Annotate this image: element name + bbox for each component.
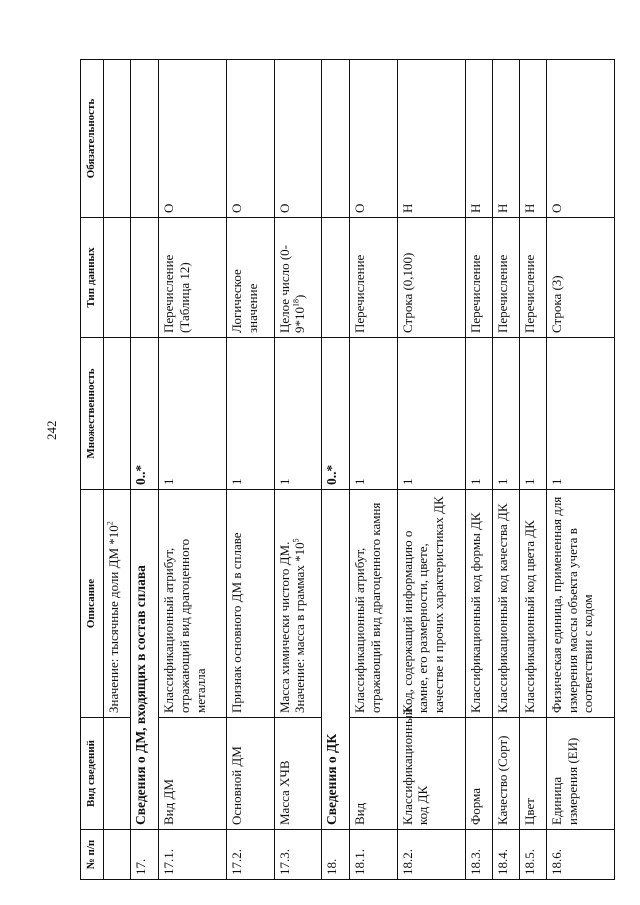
table-row <box>546 60 614 880</box>
description-text: Классификационный атрибут, отражающий вид драгоценного камня <box>351 502 383 713</box>
row-kind: Единица измерения (ЕИ) <box>546 718 614 830</box>
row-description <box>492 490 519 718</box>
row-multiplicity: 0..* <box>131 338 159 490</box>
row-data-type <box>349 218 397 338</box>
table-row <box>397 60 465 880</box>
row-data-type <box>519 218 546 338</box>
description-text: Классификационный атрибут, отражающий вид драгоценного металла <box>160 538 208 713</box>
row-number: 17.2. <box>226 830 274 880</box>
row-required: О <box>274 60 322 218</box>
section-title: Сведения о ДК <box>322 490 350 830</box>
row-data-type <box>274 218 322 338</box>
row-kind: Классификационный код ДК <box>397 718 465 830</box>
row-multiplicity <box>104 338 131 490</box>
row-number: 18.4. <box>492 830 519 880</box>
col-header-multiplicity: Множественность <box>81 338 104 490</box>
row-description <box>274 490 322 718</box>
description-text: Классификационный код цвета ДК <box>521 520 537 713</box>
data-type-text: Строка (3) <box>548 275 564 333</box>
row-number: 17.1. <box>158 830 226 880</box>
row-number: 18. <box>322 830 350 880</box>
row-data-type <box>104 218 131 338</box>
row-required <box>104 60 131 218</box>
row-multiplicity: 1 <box>274 338 322 490</box>
row-kind: Вид <box>349 718 397 830</box>
row-multiplicity: 1 <box>519 338 546 490</box>
data-type-text: Перечисление <box>521 254 537 333</box>
row-number: 18.1. <box>349 830 397 880</box>
section-row <box>131 60 159 880</box>
row-kind: Качество (Сорт) <box>492 718 519 830</box>
table-row <box>519 60 546 880</box>
row-kind: Основной ДМ <box>226 718 274 830</box>
row-multiplicity: 0..* <box>322 338 350 490</box>
row-multiplicity: 1 <box>546 338 614 490</box>
row-kind: Цвет <box>519 718 546 830</box>
row-data-type <box>158 218 226 338</box>
row-number: 17. <box>131 830 159 880</box>
data-type-text: Строка (0,100) <box>399 252 415 333</box>
row-required: Н <box>492 60 519 218</box>
row-data-type <box>226 218 274 338</box>
data-type-tail: ) <box>292 294 308 299</box>
description-text: Значение: тысячные доли ДМ *10 <box>106 525 121 713</box>
table-header-row <box>81 60 104 880</box>
row-number: 18.5. <box>519 830 546 880</box>
table-row <box>492 60 519 880</box>
row-data-type <box>492 218 519 338</box>
row-required: О <box>158 60 226 218</box>
row-multiplicity: 1 <box>349 338 397 490</box>
description-text: Масса химически чистого ДМ. Значение: масса в граммах *10 <box>276 541 308 713</box>
row-description <box>465 490 492 718</box>
row-required <box>322 60 350 218</box>
row-description <box>104 490 131 718</box>
section-row <box>322 60 350 880</box>
table-row <box>158 60 226 880</box>
row-description <box>158 490 226 718</box>
row-description <box>519 490 546 718</box>
table-body <box>104 60 615 880</box>
description-text: Физическая единица, примененная для измерения массы объекта учета в соответствии с кодом <box>548 496 596 713</box>
data-type-text: Перечисление <box>494 254 510 333</box>
row-required: О <box>226 60 274 218</box>
data-type-text: Перечисление <box>351 254 367 333</box>
col-header-data-type: Тип данных <box>81 218 104 338</box>
row-multiplicity: 1 <box>465 338 492 490</box>
col-header-required: Обязательность <box>81 60 104 218</box>
description-superscript: 2 <box>105 521 115 526</box>
data-type-text: Перечисление <box>467 254 483 333</box>
row-data-type <box>322 218 350 338</box>
data-type-text: Логическое значение <box>228 269 260 333</box>
description-text: Код, содержащий информацию о камне, его размерности, цвете, качестве и прочих характеристиках ДК <box>399 496 447 713</box>
row-data-type <box>465 218 492 338</box>
data-table <box>80 59 615 880</box>
row-required: О <box>349 60 397 218</box>
row-required: Н <box>397 60 465 218</box>
description-text: Классификационный код формы ДК <box>467 512 483 713</box>
row-description <box>397 490 465 718</box>
col-header-kind: Вид сведений <box>81 718 104 830</box>
col-header-description: Описание <box>81 490 104 718</box>
row-number <box>104 830 131 880</box>
row-kind: Форма <box>465 718 492 830</box>
row-required: Н <box>465 60 492 218</box>
row-kind: Вид ДМ <box>158 718 226 830</box>
row-required: О <box>546 60 614 218</box>
row-multiplicity: 1 <box>492 338 519 490</box>
row-description <box>546 490 614 718</box>
row-number: 18.6. <box>546 830 614 880</box>
description-text: Признак основного ДМ в сплаве <box>228 532 244 713</box>
row-number: 18.3. <box>465 830 492 880</box>
description-superscript: 5 <box>292 538 302 543</box>
row-data-type <box>131 218 159 338</box>
table-row <box>226 60 274 880</box>
row-data-type <box>546 218 614 338</box>
row-multiplicity: 1 <box>397 338 465 490</box>
row-multiplicity: 1 <box>226 338 274 490</box>
data-type-text: Целое число (0-9*10 <box>276 245 308 333</box>
row-number: 18.2. <box>397 830 465 880</box>
data-type-text: Перечисление (Таблица 12) <box>160 254 192 333</box>
description-text: Классификационный код качества ДК <box>494 503 510 713</box>
data-type-superscript: 18 <box>292 299 302 307</box>
row-description <box>349 490 397 718</box>
table-row <box>274 60 322 880</box>
table-row <box>465 60 492 880</box>
rotated-table-container <box>80 60 615 880</box>
row-required <box>131 60 159 218</box>
row-multiplicity: 1 <box>158 338 226 490</box>
row-kind: Масса ХЧВ <box>274 718 322 830</box>
row-description <box>226 490 274 718</box>
page-number: 242 <box>44 420 59 440</box>
section-title: Сведения о ДМ, входящих в состав сплава <box>131 490 159 830</box>
table-row <box>104 60 131 880</box>
row-kind <box>104 718 131 830</box>
row-data-type <box>397 218 465 338</box>
table-row <box>349 60 397 880</box>
row-number: 17.3. <box>274 830 322 880</box>
row-required: Н <box>519 60 546 218</box>
col-header-number: № п/п <box>81 830 104 880</box>
